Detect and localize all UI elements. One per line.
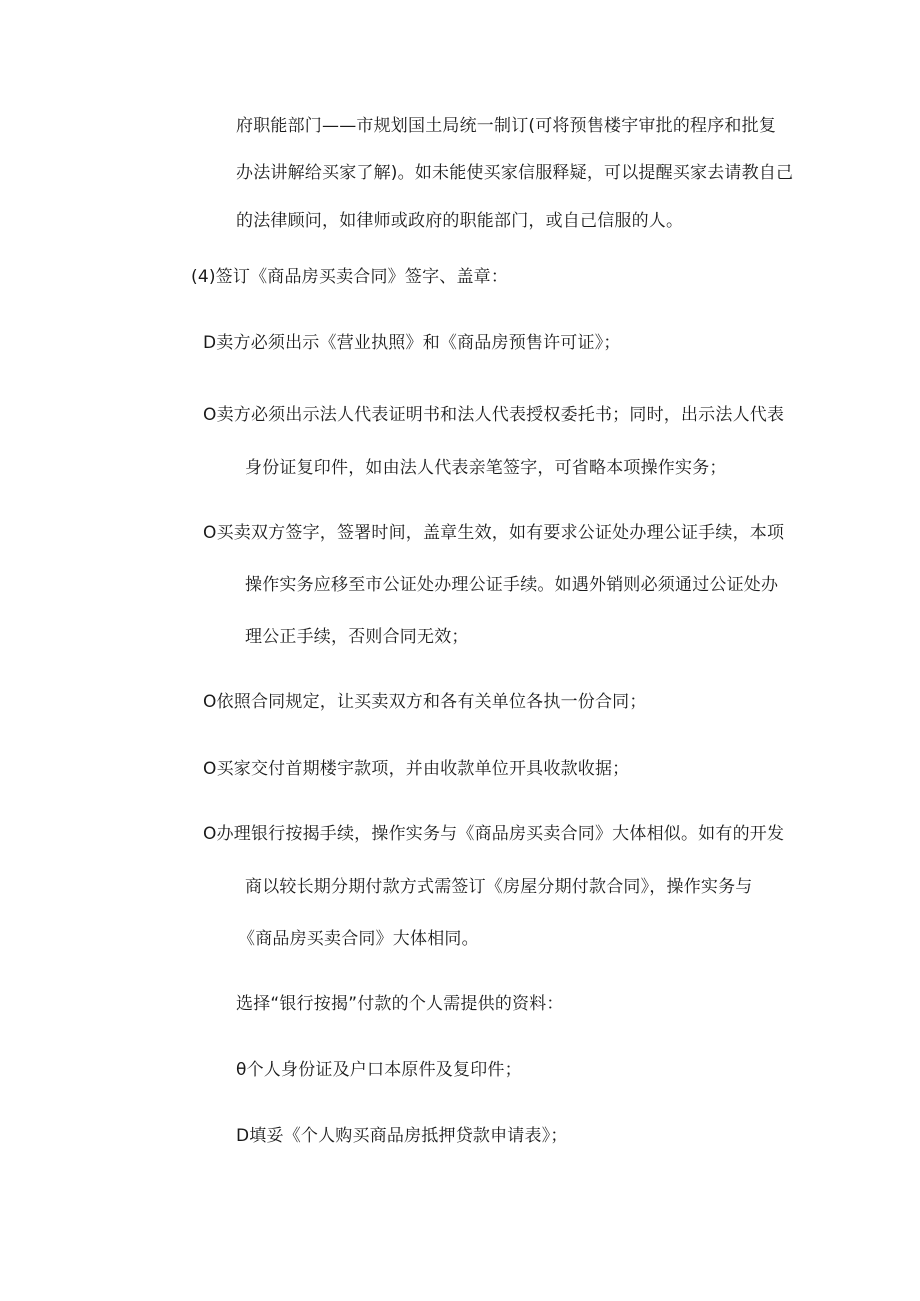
list-item: O买家交付首期楼宇款项，并由收款单位开具收款收据； — [203, 759, 630, 779]
list-item: O依照合同规定，让买卖双方和各有关单位各执一份合同； — [203, 692, 647, 712]
paragraph-line: 的法律顾问，如律师或政府的职能部门，或自己信服的人。 — [236, 211, 684, 231]
list-item: O办理银行按揭手续，操作实务与《商品房买卖合同》大体相似。如有的开发 — [203, 824, 785, 844]
list-item-continuation: 身份证复印件，如由法人代表亲笔签字，可省略本项操作实务； — [245, 458, 727, 478]
section-heading: (4)签订《商品房买卖合同》签字、盖章： — [191, 267, 509, 287]
paragraph-line: 府职能部门——市规划国土局统一制订(可将预售楼宇审批的程序和批复 — [236, 116, 777, 136]
sub-heading: 选择“银行按揭”付款的个人需提供的资料： — [236, 994, 564, 1014]
list-item-continuation: 操作实务应移至市公证处办理公证手续。如遇外销则必须通过公证处办 — [245, 575, 779, 595]
paragraph-line: 办法讲解给买家了解)。如未能使买家信服释疑，可以提醒买家去请教自己 — [236, 163, 794, 183]
list-item: D填妥《个人购买商品房抵押贷款申请表》； — [236, 1126, 568, 1146]
list-item: D卖方必须出示《营业执照》和《商品房预售许可证》； — [203, 333, 621, 353]
list-item: O卖方必须出示法人代表证明书和法人代表授权委托书；同时，出示法人代表 — [203, 405, 785, 425]
list-item-continuation: 理公正手续，否则合同无效； — [245, 627, 469, 647]
list-item: θ个人身份证及户口本原件及复印件； — [236, 1060, 522, 1080]
list-item-continuation: 商以较长期分期付款方式需签订《房屋分期付款合同》，操作实务与 — [245, 877, 753, 897]
list-item-continuation: 《商品房买卖合同》大体相同。 — [238, 929, 479, 949]
list-item: O买卖双方签字，签署时间，盖章生效，如有要求公证处办理公证手续，本项 — [203, 523, 785, 543]
